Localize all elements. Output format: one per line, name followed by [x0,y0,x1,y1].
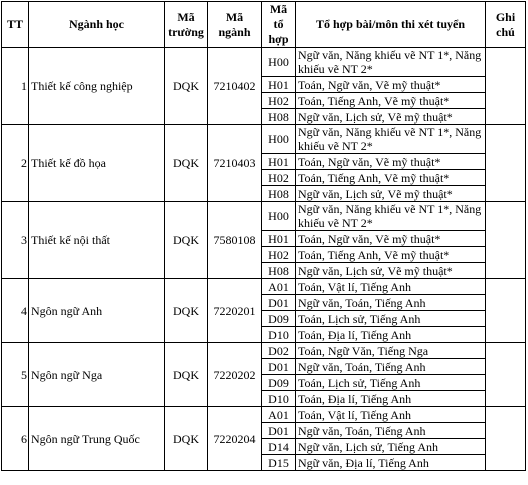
table-row [2,48,526,77]
combo-subjects: Toán, Ngữ Văn, Tiếng Nga [296,343,486,359]
combo-code: D14 [262,439,296,455]
program-name: Ngôn ngữ Nga [29,343,165,407]
combo-code: D01 [262,295,296,311]
program-name: Thiết kế nội thất [29,202,165,279]
program-note [486,343,526,407]
combo-subjects: Toán, Ngữ văn, Vẽ mỹ thuật* [296,77,486,93]
program-note [486,48,526,125]
table-row [2,202,526,231]
program-school-code: DQK [165,202,208,279]
combo-code: H01 [262,77,296,93]
combo-subjects: Ngữ văn, Năng khiếu vẽ NT 1*, Năng khiếu vẽ NT 2* [296,202,486,231]
header-nganh-hoc: Ngành học [29,2,165,48]
program-tt: 6 [2,407,29,471]
combo-subjects: Toán, Vật lí, Tiếng Anh [296,407,486,423]
combo-subjects: Ngữ văn, Lịch sử, Tiếng Anh [296,439,486,455]
combo-subjects: Ngữ văn, Lịch sử, Vẽ mỹ thuật* [296,263,486,279]
table-row [2,343,526,359]
combo-subjects: Ngữ văn, Toán, Tiếng Anh [296,359,486,375]
combo-code: D01 [262,359,296,375]
program-school-code: DQK [165,279,208,343]
table-body [2,48,526,471]
program-note [486,407,526,471]
combo-code: H01 [262,231,296,247]
combo-code: H02 [262,170,296,186]
program-note [486,202,526,279]
combo-code: D09 [262,311,296,327]
table-row [2,407,526,423]
program-tt: 4 [2,279,29,343]
combo-code: D10 [262,391,296,407]
combo-subjects: Toán, Ngữ văn, Vẽ mỹ thuật* [296,154,486,170]
program-code: 7580108 [208,202,262,279]
combo-subjects: Toán, Địa lí, Tiếng Anh [296,391,486,407]
combo-code: D15 [262,455,296,471]
header-row [2,2,526,48]
admissions-table [1,1,526,471]
program-tt: 3 [2,202,29,279]
program-code: 7220202 [208,343,262,407]
header-ma-nganh: Mã ngành [208,2,262,48]
combo-subjects: Toán, Lịch sử, Tiếng Anh [296,375,486,391]
combo-subjects: Toán, Địa lí, Tiếng Anh [296,327,486,343]
program-code: 7220201 [208,279,262,343]
header-to-hop: Tổ hợp bài/môn thi xét tuyển [296,2,486,48]
combo-code: H08 [262,263,296,279]
combo-subjects: Ngữ văn, Lịch sử, Vẽ mỹ thuật* [296,109,486,125]
table-row [2,125,526,154]
combo-subjects: Ngữ văn, Năng khiếu vẽ NT 1*, Năng khiếu vẽ NT 2* [296,48,486,77]
combo-code: H02 [262,247,296,263]
program-tt: 5 [2,343,29,407]
combo-subjects: Ngữ văn, Toán, Tiếng Anh [296,295,486,311]
program-school-code: DQK [165,343,208,407]
combo-code: H01 [262,154,296,170]
combo-subjects: Ngữ văn, Địa lí, Tiếng Anh [296,455,486,471]
combo-code: D02 [262,343,296,359]
program-code: 7210402 [208,48,262,125]
program-name: Thiết kế công nghiệp [29,48,165,125]
program-name: Ngôn ngữ Anh [29,279,165,343]
program-code: 7210403 [208,125,262,202]
program-school-code: DQK [165,125,208,202]
program-code: 7220204 [208,407,262,471]
header-ma-truong: Mã trường [165,2,208,48]
program-note [486,279,526,343]
combo-subjects: Toán, Tiếng Anh, Vẽ mỹ thuật* [296,93,486,109]
combo-code: A01 [262,407,296,423]
combo-code: D01 [262,423,296,439]
combo-code: H02 [262,93,296,109]
combo-subjects: Ngữ văn, Toán, Tiếng Anh [296,423,486,439]
combo-subjects: Toán, Lịch sử, Tiếng Anh [296,311,486,327]
combo-subjects: Toán, Tiếng Anh, Vẽ mỹ thuật* [296,247,486,263]
header-ma-to-hop: Mã tổ hợp [262,2,296,48]
combo-code: H00 [262,125,296,154]
combo-code: D09 [262,375,296,391]
combo-code: H08 [262,109,296,125]
combo-code: H00 [262,202,296,231]
program-name: Thiết kế đồ họa [29,125,165,202]
combo-code: A01 [262,279,296,295]
program-school-code: DQK [165,48,208,125]
header-tt: TT [2,2,29,48]
combo-code: H08 [262,186,296,202]
combo-subjects: Ngữ văn, Năng khiếu vẽ NT 1*, Năng khiếu vẽ NT 2* [296,125,486,154]
combo-code: H00 [262,48,296,77]
table-row [2,279,526,295]
program-name: Ngôn ngữ Trung Quốc [29,407,165,471]
program-tt: 2 [2,125,29,202]
program-school-code: DQK [165,407,208,471]
combo-code: D10 [262,327,296,343]
program-note [486,125,526,202]
combo-subjects: Toán, Vật lí, Tiếng Anh [296,279,486,295]
combo-subjects: Toán, Ngữ văn, Vẽ mỹ thuật* [296,231,486,247]
header-ghi-chu: Ghi chú [486,2,526,48]
program-tt: 1 [2,48,29,125]
combo-subjects: Toán, Tiếng Anh, Vẽ mỹ thuật* [296,170,486,186]
combo-subjects: Ngữ văn, Lịch sử, Vẽ mỹ thuật* [296,186,486,202]
